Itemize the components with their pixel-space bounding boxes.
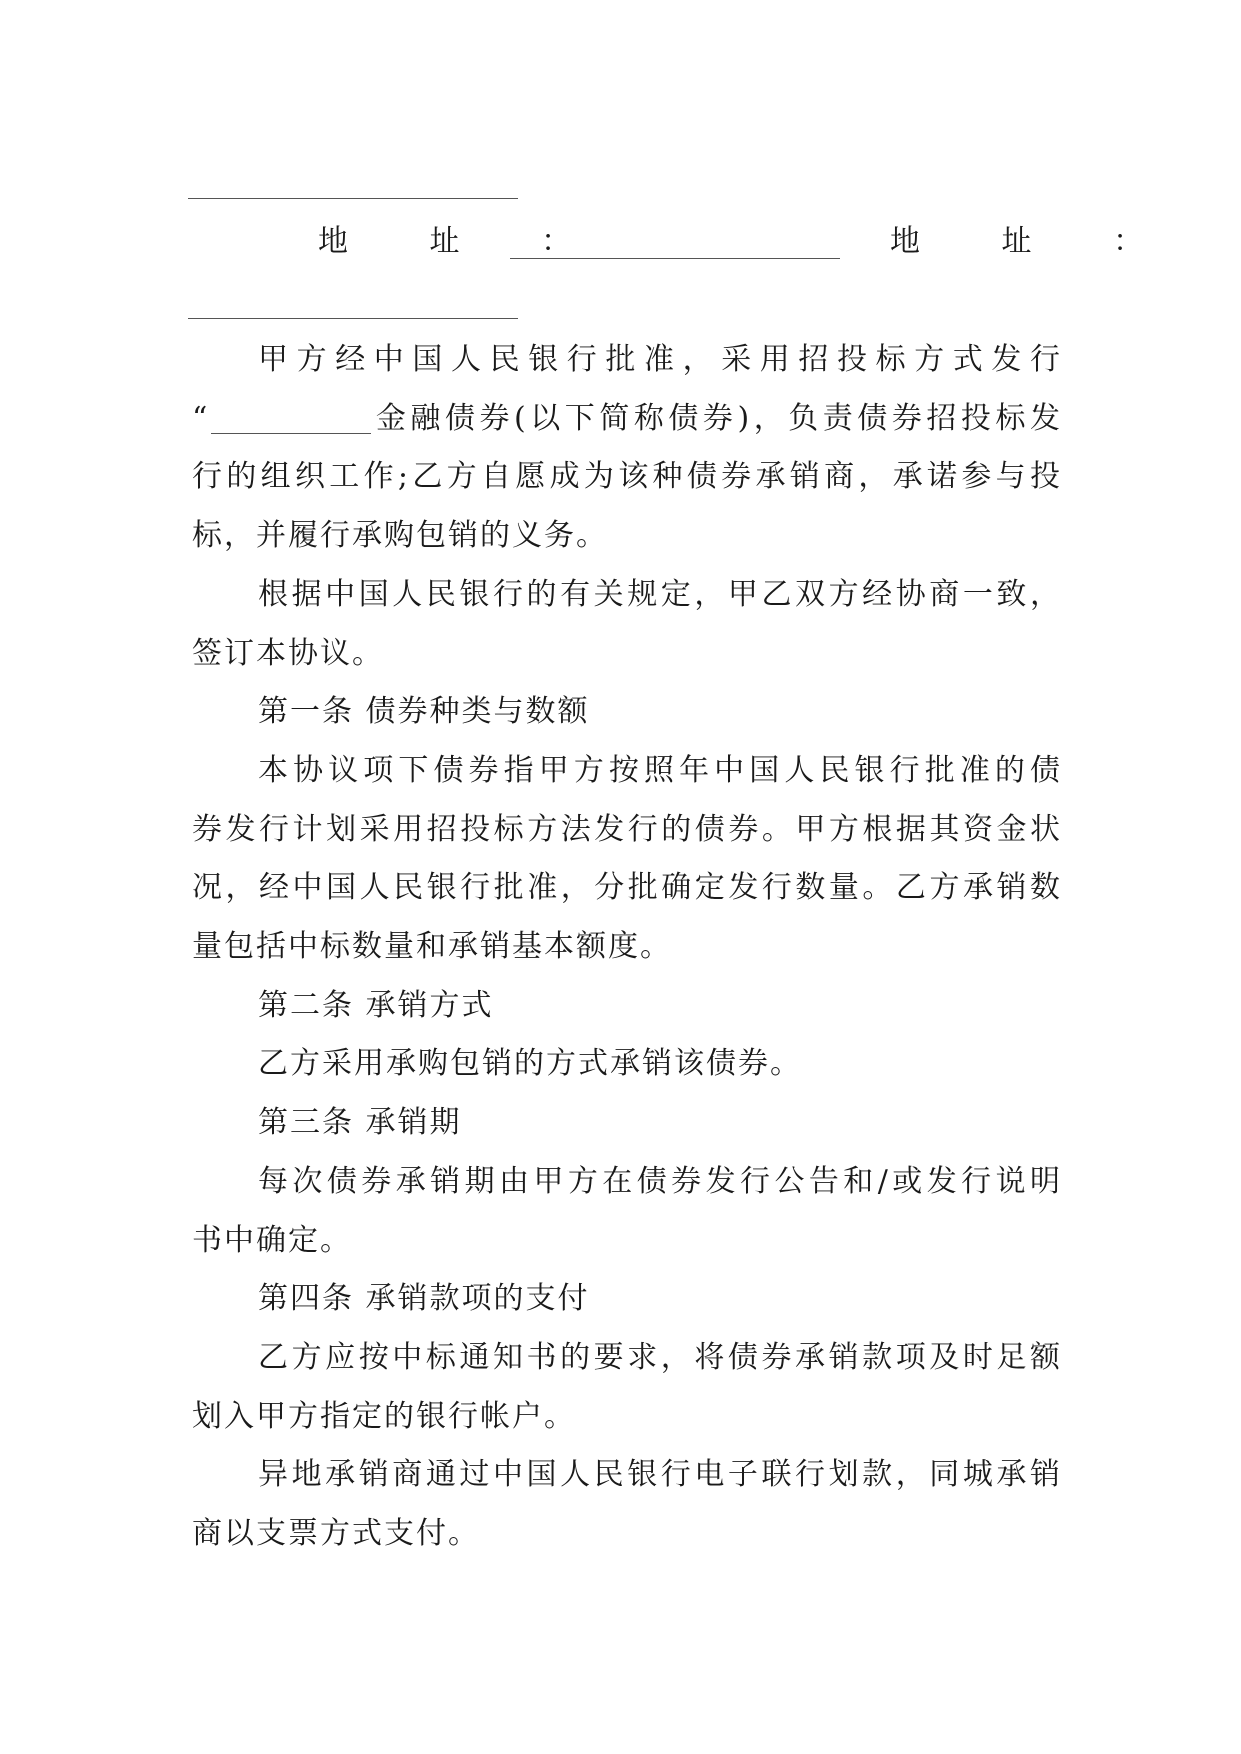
body-line: 量包括中标数量和承销基本额度。 bbox=[192, 929, 672, 964]
body-line: 划入甲方指定的银行帐户。 bbox=[192, 1398, 576, 1434]
body-line: 标，并履行承购包销的义务。 bbox=[192, 518, 608, 554]
address-label-left: 地 址 ： bbox=[318, 224, 608, 259]
blank-rule-top bbox=[188, 198, 518, 199]
body-line bbox=[192, 389, 1062, 449]
body-line: 券发行计划采用招投标方法发行的债券。甲方根据其资金状 bbox=[192, 811, 1062, 847]
body-line: 第四条 承销款项的支付 bbox=[258, 1281, 590, 1317]
fill-in-blank bbox=[211, 403, 371, 434]
address-blank-left bbox=[510, 258, 840, 259]
body-line: 第二条 承销方式 bbox=[258, 987, 494, 1023]
body-line: 每次债券承销期由甲方在债券发行公告和/或发行说明 bbox=[258, 1163, 1062, 1199]
body-line: 行的组织工作;乙方自愿成为该种债券承销商，承诺参与投 bbox=[192, 459, 1062, 495]
body-line: 第三条 承销期 bbox=[258, 1105, 462, 1141]
body-line: 乙方应按中标通知书的要求，将债券承销款项及时足额 bbox=[258, 1339, 1062, 1375]
body-line: 书中确定。 bbox=[192, 1222, 352, 1258]
body-line: 根据中国人民银行的有关规定，甲乙双方经协商一致， bbox=[258, 576, 1062, 612]
body-line: 签订本协议。 bbox=[192, 635, 384, 671]
body-line: 乙方采用承购包销的方式承销该债券。 bbox=[258, 1046, 802, 1082]
body-line: 第一条 债券种类与数额 bbox=[258, 694, 590, 730]
blank-rule-lower bbox=[188, 318, 518, 319]
body-line: 异地承销商通过中国人民银行电子联行划款，同城承销 bbox=[258, 1457, 1062, 1493]
line-suffix: 金融债券(以下简称债券)，负责债券招投标发 bbox=[373, 400, 1062, 436]
body-line: 商以支票方式支付。 bbox=[192, 1516, 480, 1551]
body-line: 况，经中国人民银行批准，分批确定发行数量。乙方承销数 bbox=[192, 870, 1062, 906]
address-label-right: 地 址 ： bbox=[890, 224, 1180, 259]
line-prefix: “ bbox=[192, 400, 210, 436]
body-line: 本协议项下债券指甲方按照年中国人民银行批准的债 bbox=[258, 752, 1062, 788]
body-line: 甲方经中国人民银行批准，采用招投标方式发行 bbox=[258, 342, 1062, 377]
